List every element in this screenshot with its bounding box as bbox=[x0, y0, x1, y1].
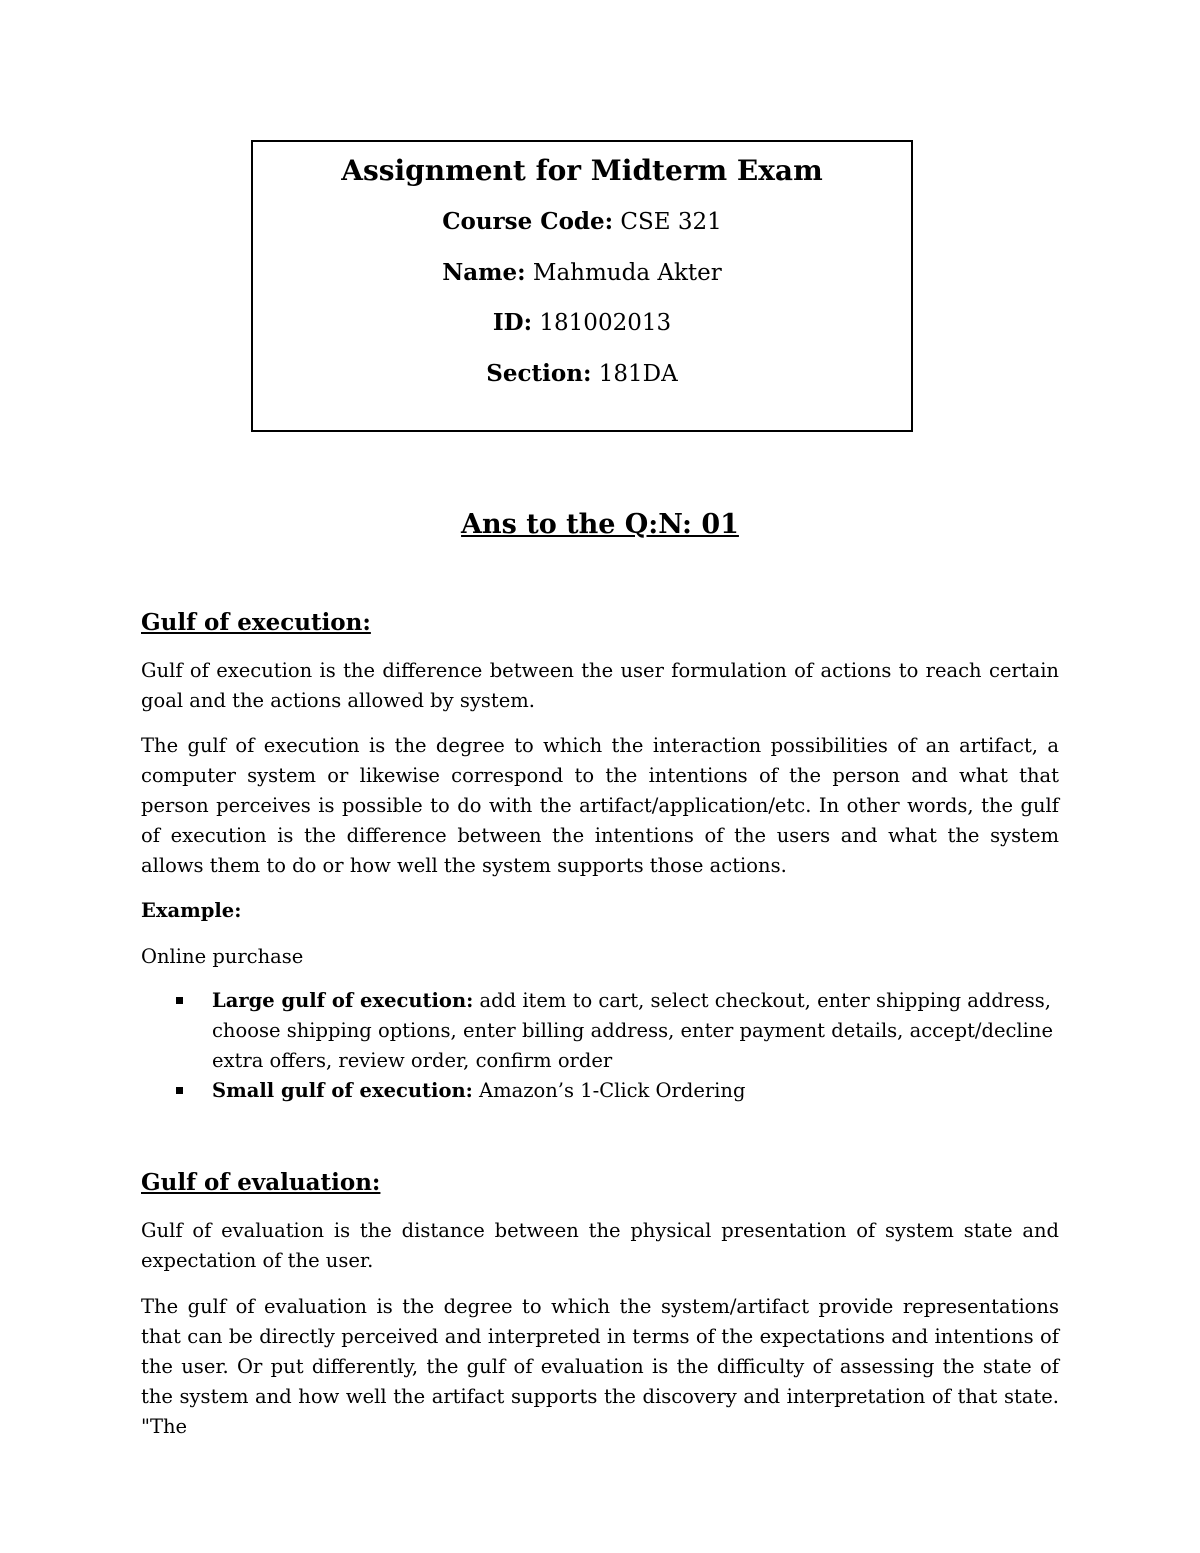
section-value: 181DA bbox=[591, 361, 678, 387]
gulf-of-execution-heading: Gulf of execution: bbox=[141, 609, 371, 636]
student-name-value: Mahmuda Akter bbox=[525, 260, 722, 286]
list-item bbox=[176, 1076, 1056, 1106]
square-bullet-icon bbox=[176, 997, 183, 1004]
bullet-text: add item to cart, select checkout, enter shipping address, choose shipping options, enter billing address, enter payment details, accept/decline extra offers, review order, confirm order bbox=[212, 989, 1053, 1072]
bullet-label: Small gulf of execution: bbox=[212, 1079, 473, 1102]
student-id-line bbox=[253, 309, 911, 337]
evaluation-definition-paragraph: Gulf of evaluation is the distance between the physical presentation of system state and expectation of the user. bbox=[141, 1219, 1059, 1272]
example-text: Online purchase bbox=[141, 945, 304, 968]
assignment-title: Assignment for Midterm Exam bbox=[341, 154, 823, 187]
answer-heading: Ans to the Q:N: 01 bbox=[461, 509, 739, 540]
gulf-of-evaluation-heading: Gulf of evaluation: bbox=[141, 1169, 381, 1196]
execution-explanation-paragraph: The gulf of execution is the degree to which the interaction possibilities of an artifact, a computer system or likewise correspond to the intentions of the person and what that person perceives is possible to do with the artifact/application/etc. In other words, the gulf of execution is the difference between the intentions of the users and what the system allows them to do or how well the system supports those actions. bbox=[141, 734, 1059, 877]
list-item bbox=[176, 986, 1056, 1076]
example-label: Example: bbox=[141, 899, 242, 922]
course-code-value: CSE 321 bbox=[613, 209, 722, 235]
example-bullet-list bbox=[176, 986, 1056, 1106]
student-id-value: 181002013 bbox=[532, 310, 672, 336]
title-box bbox=[251, 140, 913, 432]
bullet-text: Amazon’s 1-Click Ordering bbox=[472, 1079, 746, 1102]
bullet-label: Large gulf of execution: bbox=[212, 989, 474, 1012]
student-name-label: Name: bbox=[442, 259, 526, 286]
student-id-label: ID: bbox=[492, 309, 533, 336]
execution-definition-paragraph: Gulf of execution is the difference between the user formulation of actions to reach certain goal and the actions allowed by system. bbox=[141, 659, 1059, 712]
course-code-label: Course Code: bbox=[442, 208, 614, 235]
section-label: Section: bbox=[486, 360, 592, 387]
square-bullet-icon bbox=[176, 1087, 183, 1094]
section-line bbox=[253, 360, 911, 388]
student-name-line bbox=[253, 259, 911, 287]
evaluation-explanation-paragraph: The gulf of evaluation is the degree to which the system/artifact provide representations that can be directly perceived and interpreted in terms of the expectations and intentions of the user. Or put differently, the gulf of evaluation is the difficulty of assessing the state of the system and how well the artifact supports the discovery and interpretation of that state. "The bbox=[141, 1295, 1059, 1438]
course-code-line bbox=[253, 208, 911, 236]
